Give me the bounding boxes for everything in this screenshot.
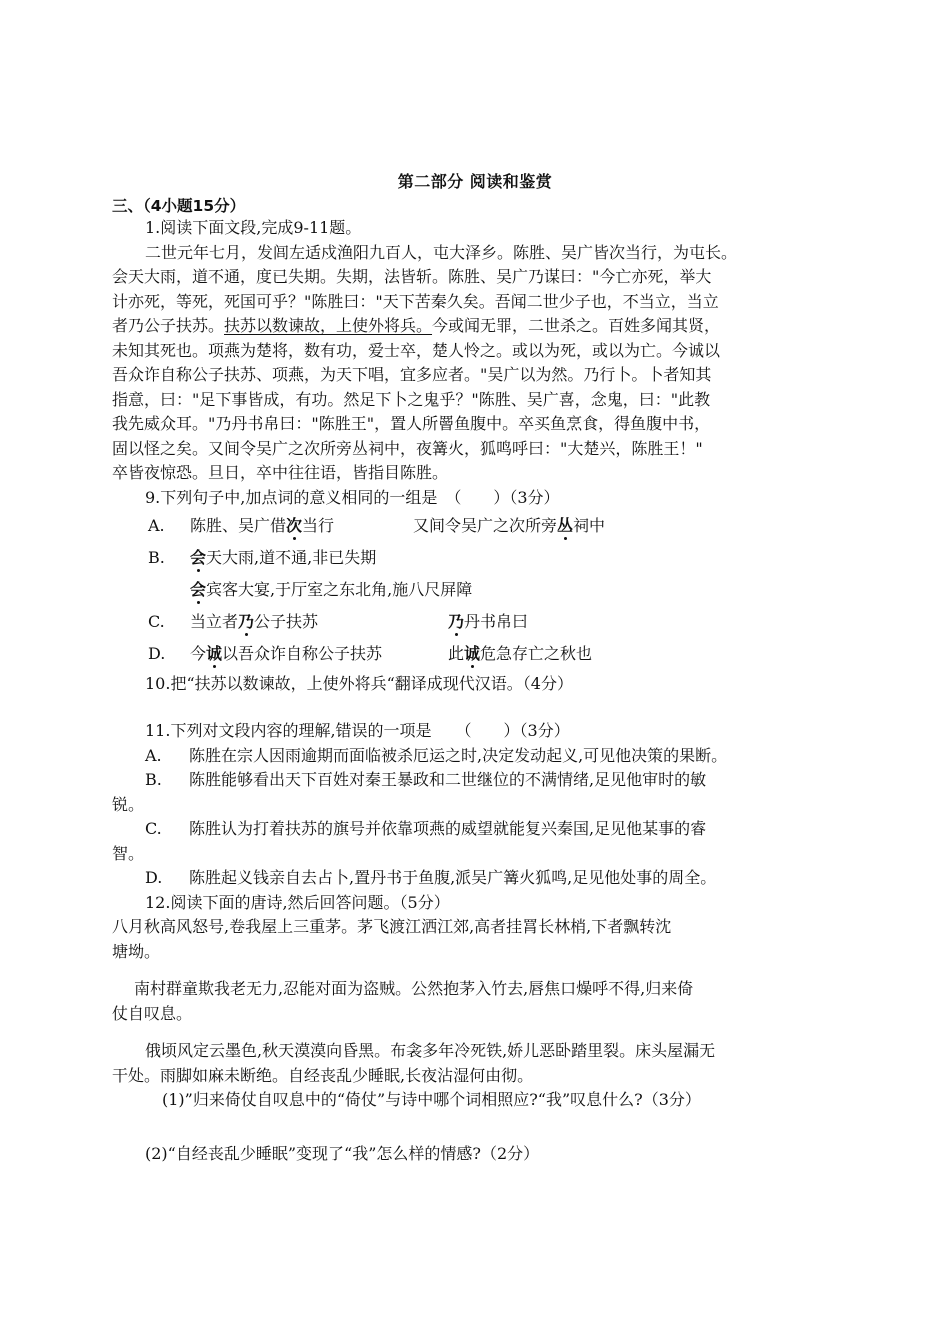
underlined-sentence: 扶苏以数谏故，上使外将兵。 [224, 316, 433, 335]
dotted-word: 次 [286, 516, 303, 535]
q11-option-a [112, 744, 837, 769]
passage-line: 卒皆夜惊恐。旦日，卒中往往语，皆指目陈胜。 [112, 463, 449, 482]
dotted-word: 会 [190, 548, 207, 567]
q9-option-b-line2 [190, 578, 472, 602]
option-text: 当行 [302, 516, 335, 535]
option-text: 今 [190, 644, 207, 663]
poem-line: 俄顷风定云墨色,秋天漠漠向昏黑。布衾多年冷死铁,娇儿恶卧踏里裂。床头屋漏无 [145, 1041, 716, 1060]
option-text: 陈胜起义钱亲自去占卜,置丹书于鱼腹,派吴广篝火狐鸣,足见他处事的周全。 [189, 868, 717, 887]
q11-option-b [112, 768, 837, 793]
dotted-word: 乃 [448, 612, 465, 631]
option-text: 公子扶苏 [254, 612, 319, 631]
option-label: D. [148, 644, 166, 663]
question-10-stem: 10.把“扶苏以数谏故，上使外将兵“翻译成现代汉语。（4分） [145, 674, 573, 693]
question-10 [112, 672, 837, 697]
passage-1 [112, 216, 837, 510]
spacer [112, 964, 837, 977]
passage-line: 固以怪之矣。又间令吴广之次所旁丛祠中，夜篝火，狐鸣呼曰："大楚兴，陈胜王！" [112, 438, 703, 458]
q11-option-b-cont: 锐。 [112, 794, 145, 814]
option-label: A. [148, 516, 165, 535]
option-text: 天大雨,道不通,非已失期 [206, 548, 377, 567]
question-12-sub-1: (1)”归来倚仗自叹息中的“倚仗”与诗中哪个词相照应?“我”叹息什么?（3分） [162, 1090, 701, 1109]
poem-line: 干处。雨脚如麻未断绝。自经丧乱少睡眠,长夜沾湿何由彻。 [112, 1065, 534, 1085]
passage-line: 我先威众耳。"乃丹书帛曰："陈胜王"，置人所罾鱼腹中。卒买鱼烹食，得鱼腹中书， [112, 414, 711, 433]
option-text: 丹书帛曰 [464, 612, 529, 631]
option-label: B. [148, 548, 165, 567]
q9-option-d [148, 642, 593, 666]
page-title: 第二部分 阅读和鉴赏 [397, 172, 553, 191]
option-label: B. [145, 770, 162, 789]
option-text: 陈胜认为打着扶苏的旗号并依靠项燕的威望就能复兴秦国,足见他某事的睿 [189, 819, 707, 838]
option-text: 又间令吴广之次所旁 [413, 516, 558, 535]
option-text: 宾客大宴,于厅室之东北角,施八尺屏障 [206, 580, 473, 599]
option-text: 陈胜在宗人因雨逾期而面临被杀厄运之时,决定发动起义,可见他决策的果断。 [189, 745, 728, 765]
dotted-word: 丛 [557, 516, 574, 535]
poem-line: 仗自叹息。 [112, 1003, 193, 1023]
option-text: 祠中 [573, 516, 606, 535]
q11-option-d [112, 866, 837, 891]
passage-line: 二世元年七月，发闾左适戍渔阳九百人，屯大泽乡。陈胜、吴广皆次当行，为屯长。 [145, 242, 738, 262]
question-11-stem: 11.下列对文段内容的理解,错误的一项是 （ ）（3分） [145, 721, 570, 740]
dotted-word: 乃 [238, 612, 255, 631]
option-right [413, 514, 605, 538]
passage-text: 今或闻无罪，二世杀之。百姓多闻其贤， [432, 316, 721, 335]
section-heading: 三、（4小题15分） [112, 197, 246, 215]
dotted-word: 会 [190, 580, 207, 599]
q9-option-a [148, 514, 606, 538]
passage-line: 指意，曰："足下事皆成，有功。然足下卜之鬼乎？"陈胜、吴广喜，念鬼，曰："此教 [112, 389, 711, 409]
poem-line: 南村群童欺我老无力,忍能对面为盗贼。公然抱茅入竹去,唇焦口燥呼不得,归来倚 [134, 979, 694, 998]
passage-line: 吾众诈自称公子扶苏、项燕，为天下唱，宜多应者。"吴广以为然。乃行卜。卜者知其 [112, 365, 712, 384]
question-12-part-2 [112, 1142, 837, 1167]
passage-instruction: 1.阅读下面文段,完成9-11题。 [145, 218, 362, 237]
q9-option-c [148, 610, 529, 634]
option-label: C. [148, 612, 165, 631]
dotted-word: 诚 [206, 644, 223, 663]
option-text: 此 [448, 644, 465, 663]
option-text: 危急存亡之秋也 [480, 644, 593, 663]
poem-line: 塘坳。 [112, 941, 161, 961]
passage-line: 计亦死，等死，死国可乎？"陈胜曰："天下苦秦久矣。吾闻二世少子也，不当立，当立 [112, 291, 719, 311]
passage-line: 未知其死也。项燕为楚将，数有功，爱士卒，楚人怜之。或以为死，或以为亡。今诚以 [112, 340, 721, 360]
spacer [112, 1026, 837, 1039]
passage-text: 者乃公子扶苏。 [112, 316, 225, 335]
q9-option-b [148, 546, 376, 570]
option-text: 陈胜能够看出天下百姓对秦王暴政和二世继位的不满情绪,足见他审时的敏 [189, 770, 707, 789]
passage-line [112, 314, 837, 339]
question-12-sub-2: (2)“自经丧乱少睡眠”变现了“我”怎么样的情感?（2分） [145, 1144, 540, 1163]
q11-option-c-cont: 智。 [112, 843, 145, 863]
option-text: 以吾众诈自称公子扶苏 [222, 644, 383, 663]
question-11 [112, 719, 837, 1113]
option-text: 陈胜、吴广借 [190, 516, 287, 535]
q11-option-c [112, 817, 837, 842]
question-9-stem: 9.下列句子中,加点词的意义相同的一组是 （ ）（3分） [145, 487, 560, 507]
passage-line: 会天大雨，道不通，度已失期。失期，法皆斩。陈胜、吴广乃谋曰："今亡亦死，举大 [112, 267, 712, 286]
option-label: C. [145, 819, 162, 838]
question-12-stem: 12.阅读下面的唐诗,然后回答问题。（5分） [145, 892, 450, 912]
option-right [448, 642, 592, 666]
option-right [448, 610, 528, 634]
option-label: D. [145, 868, 163, 887]
option-text: 当立者 [190, 612, 239, 631]
poem-line: 八月秋高风怒号,卷我屋上三重茅。茅飞渡江洒江郊,高者挂罥长林梢,下者飘转沈 [112, 917, 672, 936]
dotted-word: 诚 [464, 644, 481, 663]
option-label: A. [145, 745, 162, 765]
